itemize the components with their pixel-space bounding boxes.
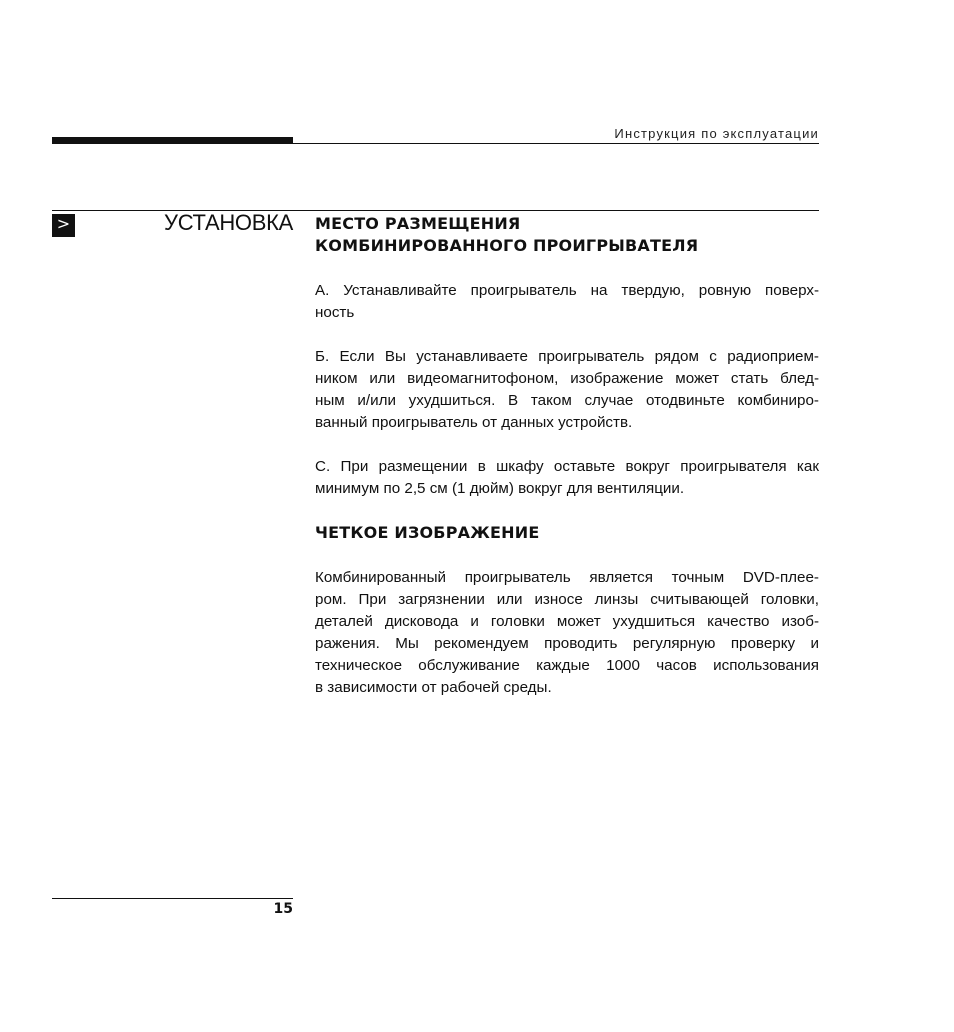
text-line: техническое обслуживание каждые 1000 часов использования: [315, 657, 819, 674]
document-title: Инструкция по эксплуатации: [614, 126, 819, 141]
text-line: Б. Если Вы устанавливаете проигрыватель рядом с радиоприем-: [315, 348, 819, 365]
text-line: ником или видеомагнитофоном, изображение может стать блед-: [315, 370, 819, 387]
text-line: деталей дисковода и головки может ухудшиться качество изоб-: [315, 613, 819, 630]
page-number: 15: [273, 901, 293, 917]
placement-heading: [315, 213, 819, 257]
section-title: УСТАНОВКА: [164, 210, 293, 235]
text-line: С. При размещении в шкафу оставьте вокруг проигрывателя как: [315, 458, 819, 475]
paragraph-c: [315, 456, 819, 500]
paragraph-b: [315, 346, 819, 434]
paragraph-a: [315, 280, 819, 324]
main-content: [315, 213, 819, 699]
footer-rule: [52, 898, 293, 899]
header-rule: [293, 143, 819, 144]
text-line: ром. При загрязнении или износе линзы считывающей головки,: [315, 591, 819, 608]
text-line: А. Устанавливайте проигрыватель на твердую, ровную поверх-: [315, 282, 819, 299]
heading-line: ЧЕТКОЕ ИЗОБРАЖЕНИЕ: [315, 523, 540, 542]
clear-image-heading: [315, 522, 819, 544]
header-bar: [52, 137, 293, 144]
heading-line: КОМБИНИРОВАННОГО ПРОИГРЫВАТЕЛЯ: [315, 236, 699, 255]
text-line: ванный проигрыватель от данных устройств.: [315, 414, 633, 431]
text-line: в зависимости от рабочей среды.: [315, 679, 552, 696]
clear-image-paragraph: [315, 567, 819, 699]
text-line: ражения. Мы рекомендуем проводить регулярную проверку и: [315, 635, 819, 652]
text-line: ным и/или ухудшиться. В таком случае отодвиньте комбиниро-: [315, 392, 819, 409]
text-line: минимум по 2,5 см (1 дюйм) вокруг для вентиляции.: [315, 480, 685, 497]
arrow-marker-icon: >: [52, 214, 75, 237]
heading-line: МЕСТО РАЗМЕЩЕНИЯ: [315, 214, 521, 233]
text-line: ность: [315, 304, 355, 321]
text-line: Комбинированный проигрыватель является точным DVD-плее-: [315, 569, 819, 586]
